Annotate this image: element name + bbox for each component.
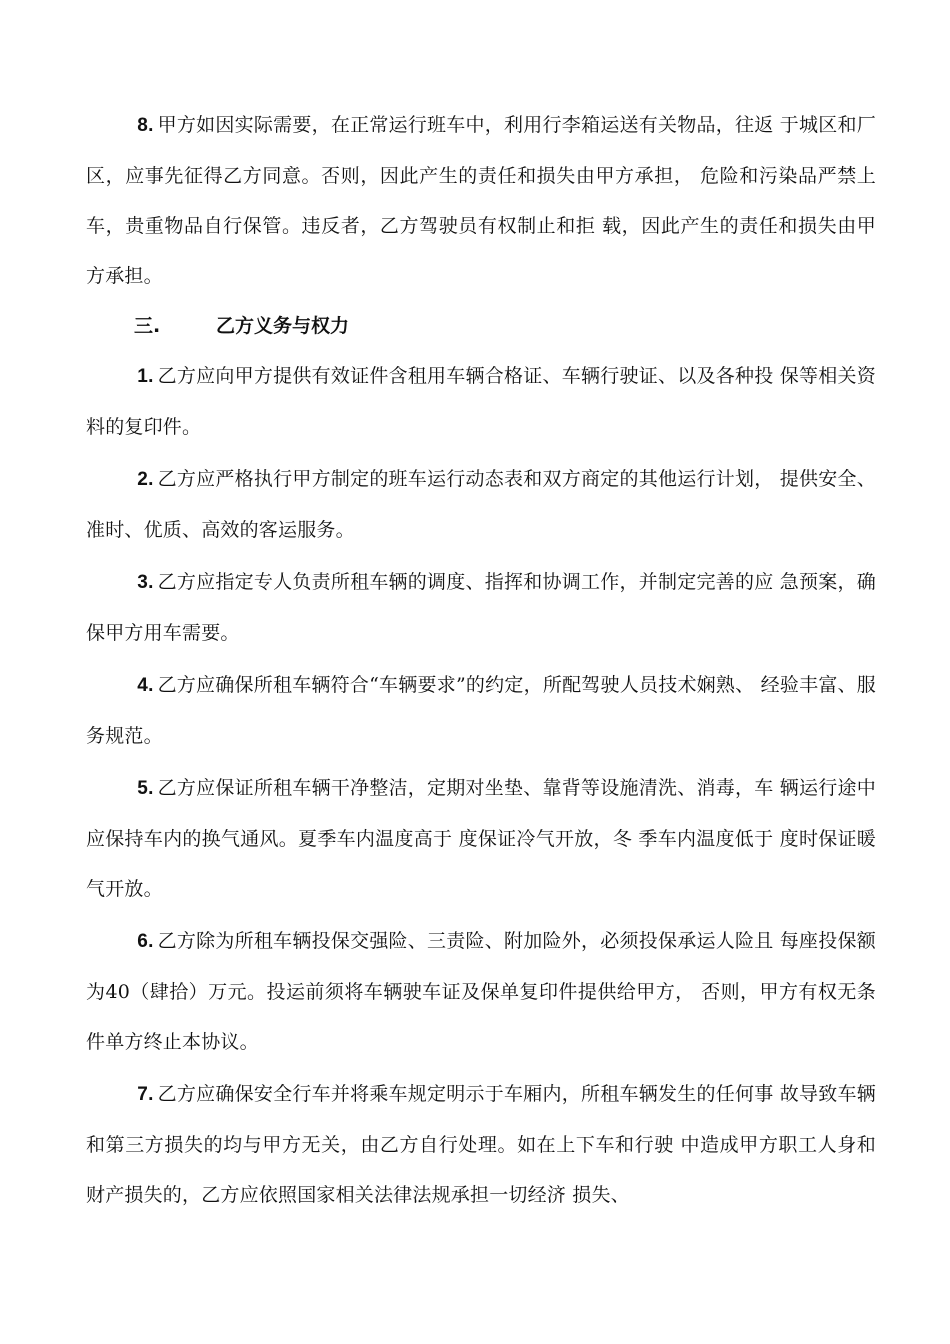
item-1-paragraph xyxy=(86,351,876,452)
clause-number: 8. xyxy=(137,115,154,136)
item-number: 1. xyxy=(137,366,154,387)
item-number: 5. xyxy=(137,778,154,799)
item-number: 6. xyxy=(137,931,154,952)
item-2-paragraph xyxy=(86,454,876,555)
document-page xyxy=(86,100,876,1220)
section-number: 三. xyxy=(134,315,161,337)
section-title: 乙方义务与权力 xyxy=(216,315,350,337)
item-4-paragraph xyxy=(86,660,876,761)
item-6-paragraph xyxy=(86,916,876,1067)
item-number: 4. xyxy=(137,675,154,696)
item-text: 乙方除为所租车辆投保交强险、三责险、附加险外，必须投保承运人险且 每座投保额为40（肆拾）万元。投运前须将车辆驶车证及保单复印件提供给甲方， 否则，甲方有权无条件单方终止本协议。 xyxy=(86,930,876,1053)
section-heading xyxy=(86,301,876,351)
item-text: 乙方应严格执行甲方制定的班车运行动态表和双方商定的其他运行计划， 提供安全、准时、优质、高效的客运服务。 xyxy=(86,468,876,541)
item-7-paragraph xyxy=(86,1069,876,1220)
item-text: 乙方应确保所租车辆符合“车辆要求”的约定，所配驾驶人员技术娴熟、 经验丰富、服务规范。 xyxy=(86,674,876,747)
item-number: 3. xyxy=(137,572,154,593)
clause-text: 甲方如因实际需要，在正常运行班车中，利用行李箱运送有关物品，往返 于城区和厂区，应事先征得乙方同意。否则，因此产生的责任和损失由甲方承担， 危险和污染品严禁上车，贵重物品自行保管。违反者，乙方驾驶员有权制止和拒 载，因此产生的责任和损失由甲方承担。 xyxy=(86,114,876,287)
item-text: 乙方应保证所租车辆干净整洁，定期对坐垫、靠背等设施清洗、消毒，车 辆运行途中应保持车内的换气通风。夏季车内温度高于 度保证冷气开放，冬 季车内温度低于 度时保证暖气开放。 xyxy=(86,777,876,900)
item-text: 乙方应向甲方提供有效证件含租用车辆合格证、车辆行驶证、以及各种投 保等相关资料的复印件。 xyxy=(86,365,876,438)
item-text: 乙方应确保安全行车并将乘车规定明示于车厢内，所租车辆发生的任何事 故导致车辆和第三方损失的均与甲方无关，由乙方自行处理。如在上下车和行驶 中造成甲方职工人身和财产损失的，乙方应依照国家相关法律法规承担一切经济 损失、 xyxy=(86,1083,876,1206)
item-number: 7. xyxy=(137,1084,154,1105)
item-text: 乙方应指定专人负责所租车辆的调度、指挥和协调工作，并制定完善的应 急预案，确保甲方用车需要。 xyxy=(86,571,876,644)
item-number: 2. xyxy=(137,469,154,490)
clause-8-paragraph xyxy=(86,100,876,301)
item-5-paragraph xyxy=(86,763,876,914)
item-3-paragraph xyxy=(86,557,876,658)
